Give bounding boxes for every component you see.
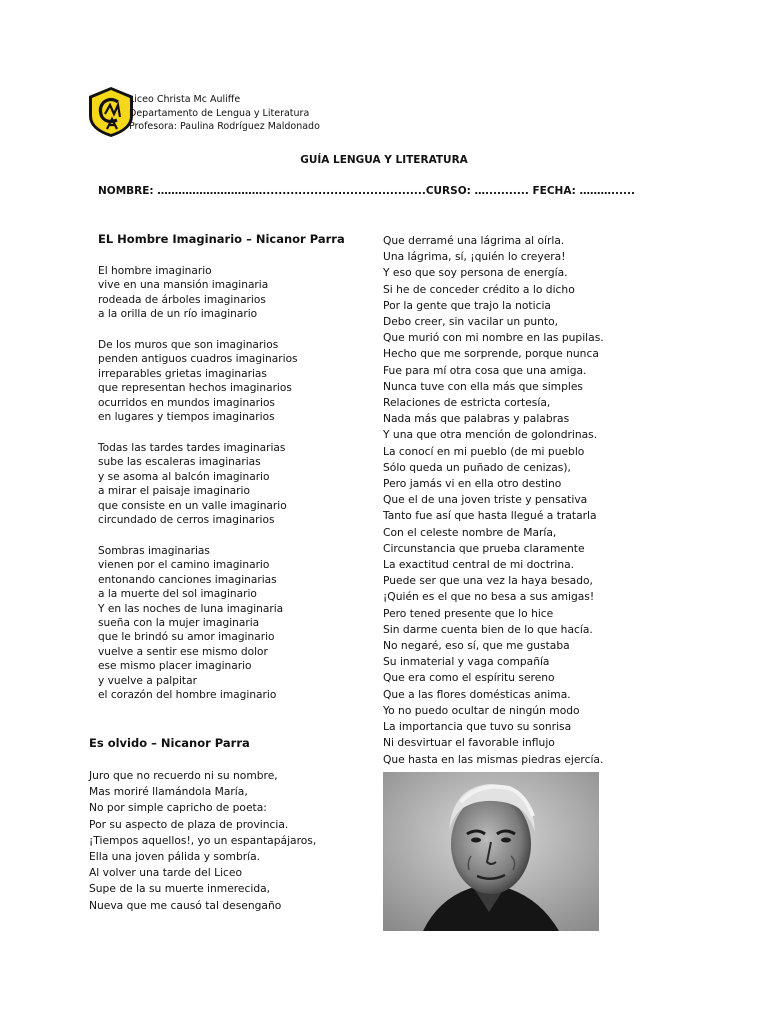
verse-line: El hombre imaginario — [98, 265, 212, 277]
verse-line: Tanto fue así que hasta llegué a tratarla — [383, 509, 597, 523]
verse-line: a la muerte del sol imaginario — [98, 588, 257, 601]
verse-line: Puede ser que una vez la haya besado, — [383, 574, 593, 588]
verse-line: Si he de conceder crédito a lo dicho — [383, 282, 575, 296]
verse-line: Debo creer, sin vacilar un punto, — [383, 315, 559, 329]
verse-line: Por su aspecto de plaza de provincia. — [89, 817, 289, 831]
verse-line: Que derramé una lágrima al oírla. — [383, 234, 565, 247]
verse-line: La exactitud central de mi doctrina. — [383, 558, 575, 572]
verse-line: La conocí en mi pueblo (de mi pueblo — [383, 444, 585, 458]
verse-line: Todas las tardes tardes imaginarias — [98, 442, 286, 454]
verse-line: Supe de la su muerte inmerecida, — [89, 882, 271, 896]
verse-line: No negaré, eso sí, que me gustaba — [383, 639, 570, 653]
verse-line: ¡Quién es el que no besa a sus amigas! — [383, 590, 595, 604]
verse-line: que representan hechos imaginarios — [98, 382, 292, 395]
teacher-name: Profesora: Paulina Rodríguez Maldonado — [129, 121, 320, 132]
verse-line: Por la gente que trajo la noticia — [383, 298, 551, 312]
verse-line: Juro que no recuerdo ni su nombre, — [89, 769, 278, 782]
verse-line: Que era como el espíritu sereno — [383, 671, 555, 685]
verse-line: Una lágrima, sí, ¡quién lo creyera! — [383, 250, 566, 264]
verse-line: penden antiguos cuadros imaginarios — [98, 353, 298, 366]
verse-line: Y una que otra mención de golondrinas. — [383, 428, 598, 442]
verse-line: Que hasta en las mismas piedras ejercía. — [383, 752, 604, 766]
school-header — [129, 93, 320, 134]
verse-line: sube las escaleras imaginarias — [98, 456, 261, 469]
verse-line: Que murió con mi nombre en las pupilas. — [383, 331, 604, 345]
verse-line: Sin darme cuenta bien de lo que hacía. — [383, 622, 593, 636]
verse-line: Que a las flores domésticas anima. — [383, 687, 571, 701]
verse-line: Con el celeste nombre de María, — [383, 525, 557, 539]
verse-line: Circunstancia que prueba claramente — [383, 541, 585, 555]
verse-line: vive en una mansión imaginaria — [98, 279, 269, 292]
verse-line: sueña con la mujer imaginaria — [98, 617, 260, 630]
verse-line: Y eso que soy persona de energía. — [383, 266, 568, 280]
verse-line: a mirar el paisaje imaginario — [98, 485, 250, 498]
poem2-continued-lines — [383, 233, 604, 768]
verse-line: Nada más que palabras y palabras — [383, 412, 570, 426]
school-logo-icon — [88, 86, 134, 138]
department-name: Departamento de Lengua y Literatura — [129, 107, 310, 119]
verse-line: circundado de cerros imaginarios — [98, 514, 275, 527]
student-info-line: NOMBRE: ………………………….........................................CURSO: …........... FECHA: ………...... — [98, 185, 635, 197]
verse-line: en lugares y tiempos imaginarios — [98, 411, 275, 424]
verse-line: entonando canciones imaginarias — [98, 573, 277, 586]
verse-line: que le brindó su amor imaginario — [98, 631, 275, 644]
verse-line: Hecho que me sorprende, porque nunca — [383, 347, 599, 361]
verse-line: y vuelve a palpitar — [98, 674, 197, 687]
school-name: Liceo Christa Mc Auliffe — [129, 94, 241, 105]
verse-line: ocurridos en mundos imaginarios — [98, 396, 275, 409]
verse-line: rodeada de árboles imaginarios — [98, 293, 266, 306]
verse-line: Fue para mí otra cosa que una amiga. — [383, 363, 587, 377]
verse-line: ese mismo placer imaginario — [98, 660, 252, 673]
verse-line: irreparables grietas imaginarias — [98, 367, 267, 380]
poet-portrait-photo — [383, 772, 599, 931]
verse-line: Sólo queda un puñado de cenizas), — [383, 460, 571, 474]
verse-line: Ella una joven pálida y sombría. — [89, 850, 261, 864]
verse-line: De los muros que son imaginarios — [98, 339, 279, 351]
verse-line: Y en las noches de luna imaginaria — [98, 602, 284, 615]
verse-line: ¡Tiempos aquellos!, yo un espantapájaros, — [89, 833, 317, 847]
verse-line: Nueva que me causó tal desengaño — [89, 898, 282, 912]
poem1-stanza-4 — [98, 544, 283, 702]
verse-line: vuelve a sentir ese mismo dolor — [98, 645, 268, 658]
verse-line: Pero tened presente que lo hice — [383, 606, 554, 620]
verse-line: Yo no puedo ocultar de ningún modo — [383, 703, 580, 717]
verse-line: Nunca tuve con ella más que simples — [383, 379, 583, 393]
verse-line: y se asoma al balcón imaginario — [98, 470, 270, 483]
poem1-title: EL Hombre Imaginario – Nicanor Parra — [98, 232, 345, 246]
poem2-lines — [89, 768, 316, 914]
verse-line: el corazón del hombre imaginario — [98, 689, 277, 702]
poem1-stanza-3 — [98, 441, 287, 527]
poem1-stanza-1 — [98, 264, 268, 322]
verse-line: Al volver una tarde del Liceo — [89, 866, 243, 880]
verse-line: vienen por el camino imaginario — [98, 559, 270, 572]
verse-line: Su inmaterial y vaga compañía — [383, 655, 550, 669]
poem1-stanza-2 — [98, 338, 298, 424]
guide-title: GUÍA LENGUA Y LITERATURA — [300, 154, 468, 166]
verse-line: La importancia que tuvo su sonrisa — [383, 720, 572, 734]
poem2-title: Es olvido – Nicanor Parra — [89, 736, 250, 750]
verse-line: a la orilla de un río imaginario — [98, 308, 258, 321]
verse-line: Relaciones de estricta cortesía, — [383, 396, 551, 410]
verse-line: No por simple capricho de poeta: — [89, 801, 267, 815]
verse-line: Ni desvirtuar el favorable influjo — [383, 736, 555, 750]
verse-line: Mas moriré llamándola María, — [89, 785, 248, 799]
verse-line: Sombras imaginarias — [98, 545, 210, 557]
verse-line: que consiste en un valle imaginario — [98, 499, 287, 512]
verse-line: Pero jamás vi en ella otro destino — [383, 477, 562, 491]
verse-line: Que el de una joven triste y pensativa — [383, 493, 588, 507]
